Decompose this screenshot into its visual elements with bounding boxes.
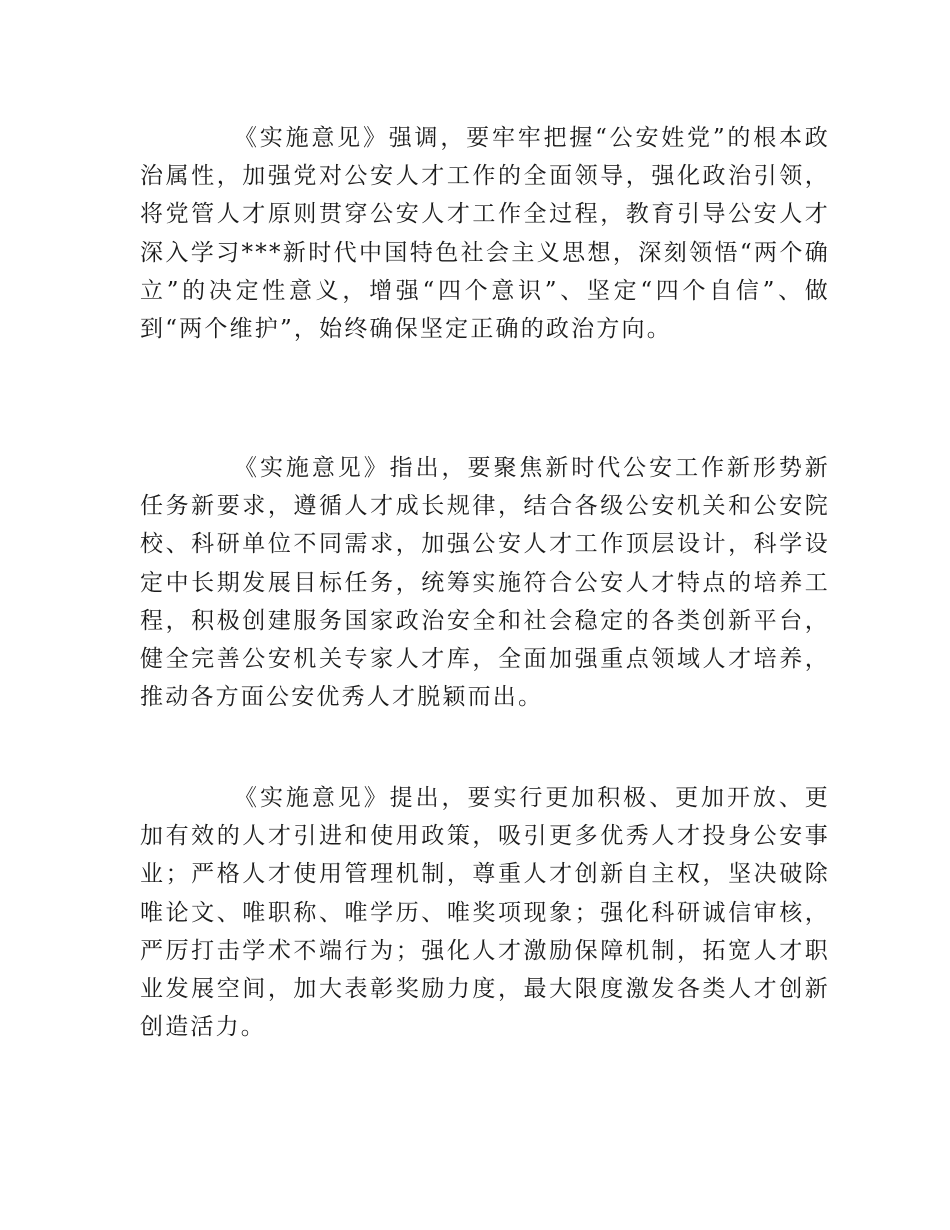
paragraph-talent-planning: 《实施意见》指出，要聚焦新时代公安工作新形势新任务新要求，遵循人才成长规律，结合各级公安机关和公安院校、科研单位不同需求，加强公安人才工作顶层设计，科学设定中长期发展目标任务，统筹实施符合公安人才特点的培养工程，积极创建服务国家政治安全和社会稳定的各类创新平台，健全完善公安机关专家人才库，全面加强重点领域人才培养，推动各方面公安优秀人才脱颖而出。 [140, 455, 830, 711]
paragraph-political-leadership: 《实施意见》强调，要牢牢把握“公安姓党”的根本政治属性，加强党对公安人才工作的全面领导，强化政治引领，将党管人才原则贯穿公安人才工作全过程，教育引导公安人才深入学习***新时代中国特色社会主义思想，深刻领悟“两个确立”的决定性意义，增强“四个意识”、坚定“四个自信”、做到“两个维护”，始终确保坚定正确的政治方向。 [140, 125, 830, 343]
paragraph-talent-policy: 《实施意见》提出，要实行更加积极、更加开放、更加有效的人才引进和使用政策，吸引更多优秀人才投身公安事业；严格人才使用管理机制，尊重人才创新自主权，坚决破除唯论文、唯职称、唯学历、唯奖项现象；强化科研诚信审核，严厉打击学术不端行为；强化人才激励保障机制，拓宽人才职业发展空间，加大表彰奖励力度，最大限度激发各类人才创新创造活力。 [140, 785, 830, 1041]
